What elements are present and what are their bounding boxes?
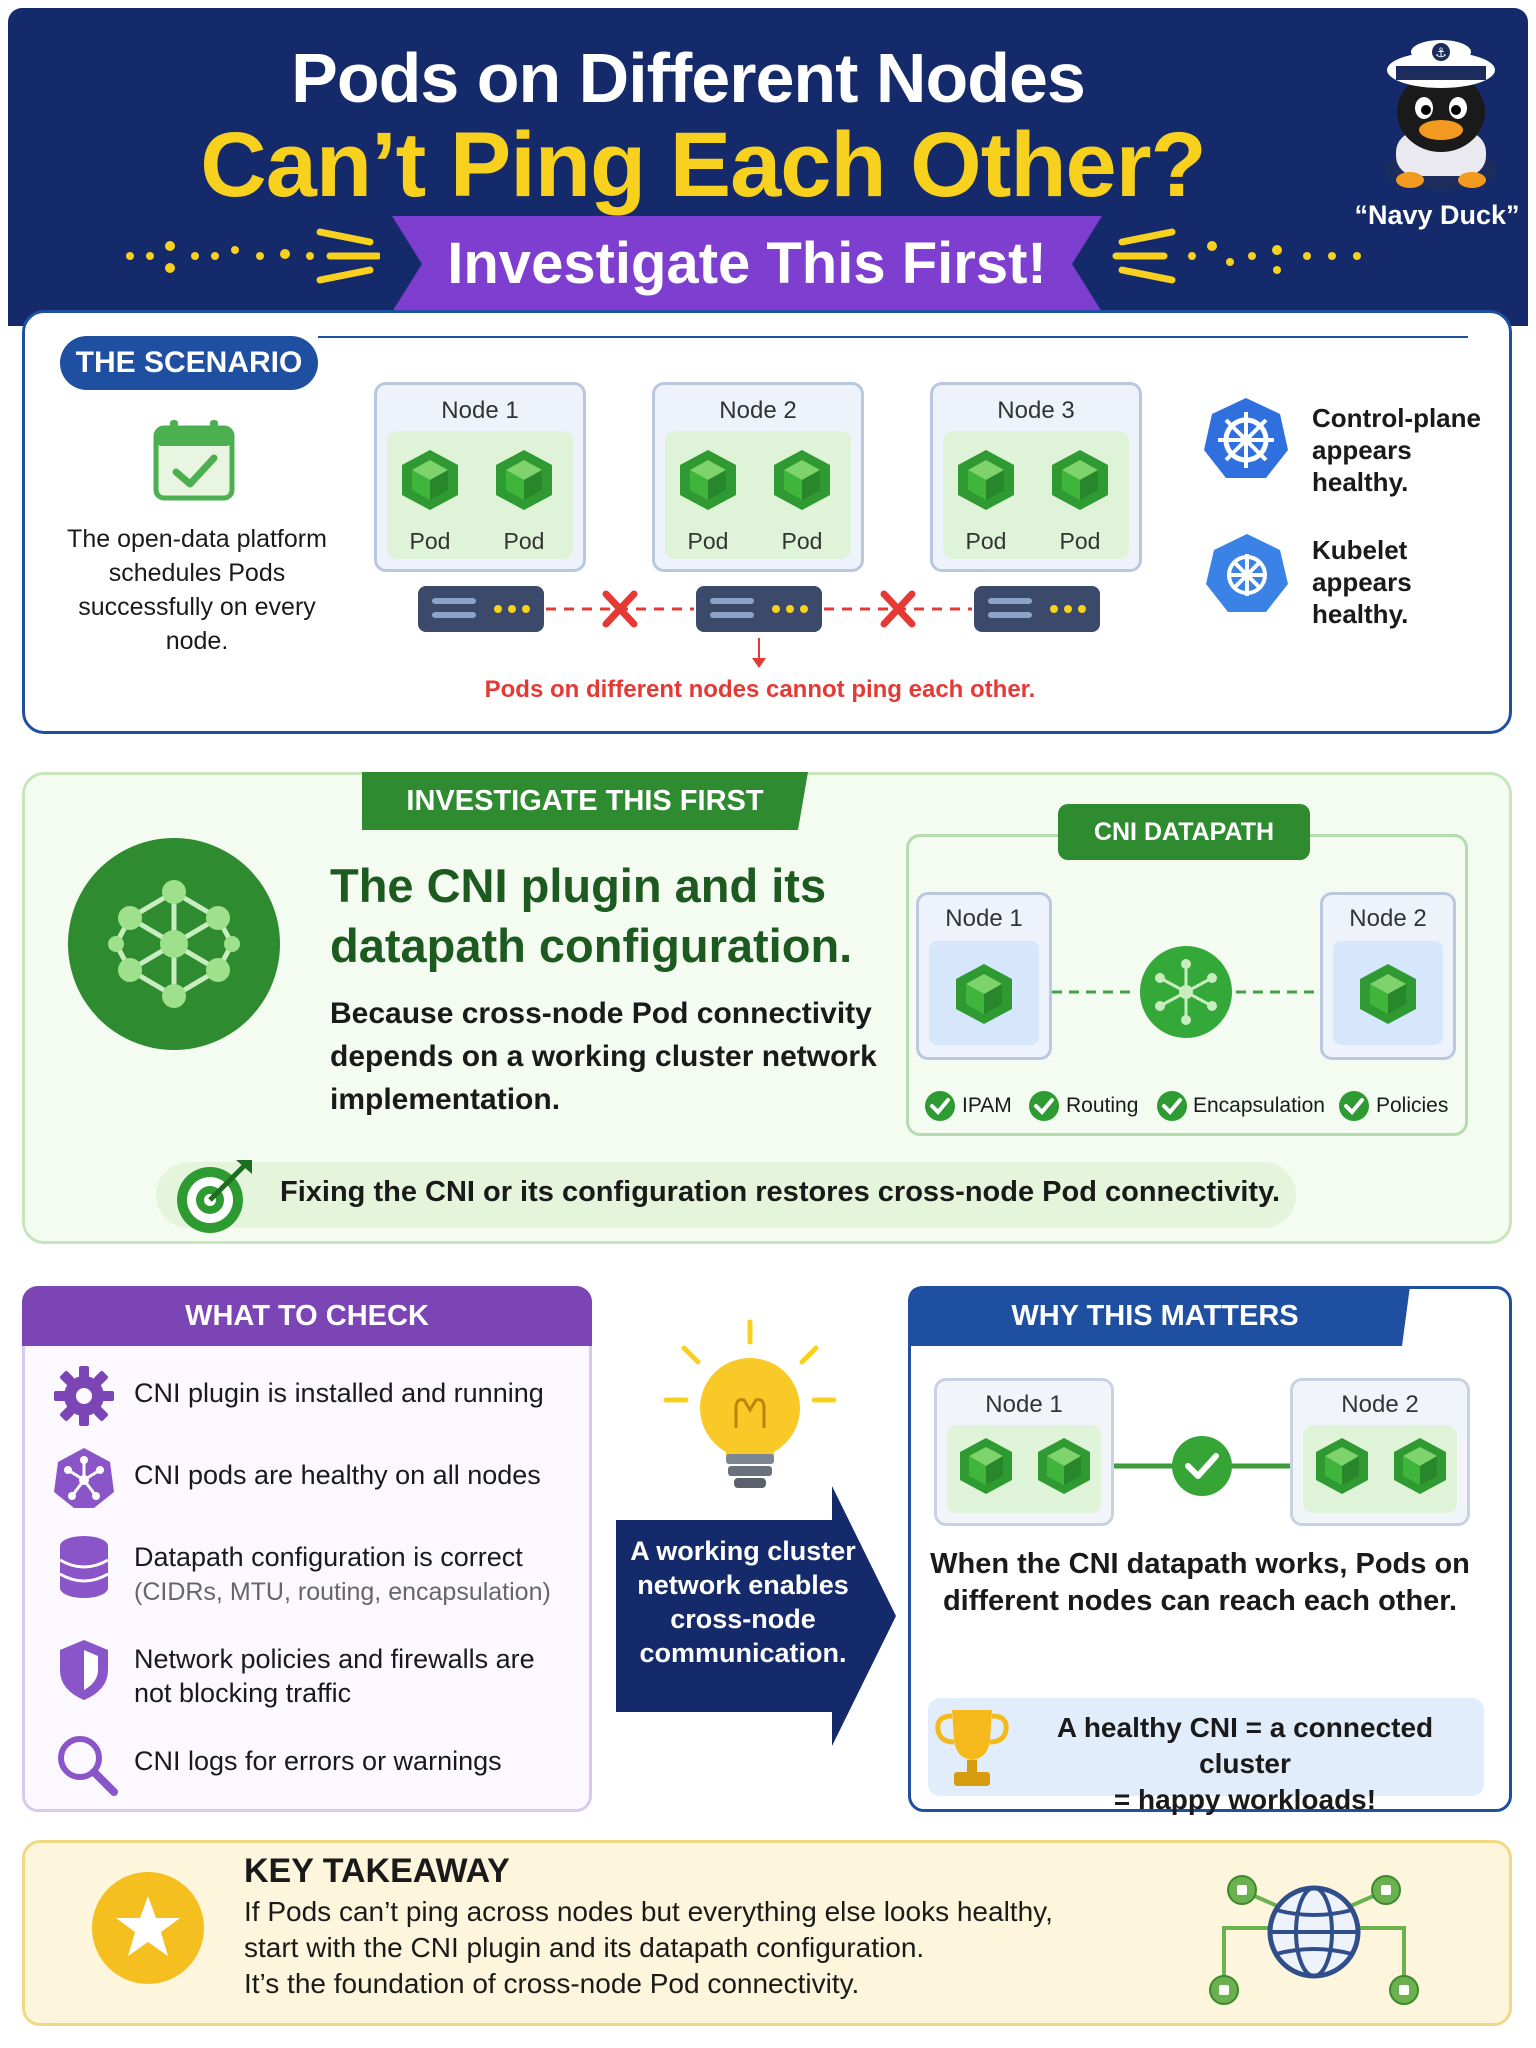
node-label: Node 2 (1349, 905, 1427, 932)
datapath-check-policies: Policies (1376, 1094, 1449, 1117)
pod-label: Pod (409, 528, 451, 554)
pod-cube-icon (494, 448, 554, 512)
takeaway-line2: start with the CNI plugin and its datapath configuration. (244, 1932, 925, 1963)
cni-title: The CNI plugin and its datapath configuration. (330, 859, 853, 972)
cni-network-icon (66, 836, 282, 1052)
svg-text:⚓: ⚓ (1435, 46, 1447, 61)
node-label: Node 1 (945, 905, 1023, 932)
kubelet-icon (1206, 532, 1288, 614)
check-item-3-sub: (CIDRs, MTU, routing, encapsulation) (134, 1578, 551, 1606)
mascot-name: “Navy Duck” (1354, 200, 1520, 230)
scenario-caption: Pods on different nodes cannot ping each other. (484, 676, 1036, 703)
pod-cube-icon (1036, 1436, 1092, 1496)
datapath-check-routing: Routing (1066, 1094, 1139, 1117)
sparkle-right-icon (1112, 216, 1372, 296)
pod-cube-icon (772, 448, 832, 512)
check-item-4: Network policies and firewalls are not blocking traffic (134, 1644, 535, 1708)
ribbon-text: Investigate This First! (447, 231, 1047, 296)
node-label: Node 3 (997, 397, 1075, 424)
arrow-callout-text: A working cluster network enables cross-node communication. (630, 1536, 856, 1668)
check-item-1: CNI plugin is installed and running (134, 1378, 544, 1408)
fix-text: Fixing the CNI or its configuration restores cross-node Pod connectivity. (280, 1176, 1281, 1208)
check-item-2: CNI pods are healthy on all nodes (134, 1460, 541, 1490)
cni-description: Because cross-node Pod connectivity depends on a working cluster network implementation. (330, 997, 877, 1116)
datapath-check-ipam: IPAM (962, 1094, 1012, 1117)
ribbon-banner (392, 216, 1102, 312)
magnifier-icon (54, 1732, 118, 1796)
pod-cube-icon (678, 448, 738, 512)
check-circle-icon (924, 1090, 956, 1122)
sparkle-left-icon (120, 216, 380, 296)
calendar-check-icon (152, 418, 236, 502)
investigate-tab: INVESTIGATE THIS FIRST (406, 785, 764, 817)
takeaway-title: KEY TAKEAWAY (244, 1852, 510, 1890)
cni-hub-icon (1052, 944, 1320, 1040)
pod-label: Pod (781, 528, 823, 554)
check-item-3: Datapath configuration is correct (134, 1542, 523, 1572)
navy-duck-mascot-icon (1366, 22, 1516, 192)
star-badge-icon (90, 1870, 206, 1986)
title-line1: Pods on Different Nodes (291, 39, 1085, 117)
pod-cube-icon (1392, 1436, 1448, 1496)
datapath-tab: CNI DATAPATH (1058, 804, 1310, 860)
trophy-icon (934, 1706, 1010, 1790)
pod-label: Pod (503, 528, 545, 554)
healthy-line1: A healthy CNI = a connected cluster (1056, 1712, 1434, 1779)
healthy-line2: = happy workloads! (1113, 1784, 1377, 1815)
pod-cube-icon (1314, 1436, 1370, 1496)
check-circle-icon (1028, 1090, 1060, 1122)
connected-check-icon (1114, 1434, 1290, 1498)
network-icon (52, 1446, 116, 1510)
healthy-text (1010, 1710, 1480, 1818)
check-circle-icon (1156, 1090, 1188, 1122)
lightbulb-icon (660, 1318, 840, 1498)
node-label: Node 2 (1341, 1391, 1419, 1418)
what-to-check-header: WHAT TO CHECK (22, 1286, 592, 1346)
title-line2: Can’t Ping Each Other? (200, 114, 1206, 216)
scenario-description: The open-data platform schedules Pods successfully on every node. (67, 525, 327, 655)
control-plane-note: Control-plane appears healthy. (1312, 403, 1481, 497)
gear-icon (52, 1364, 116, 1428)
node-label: Node 2 (719, 397, 797, 424)
pod-cube-icon (1358, 962, 1418, 1026)
helm-wheel-icon (1204, 396, 1288, 480)
check-item-5: CNI logs for errors or warnings (134, 1746, 502, 1776)
pod-label: Pod (965, 528, 1007, 554)
broken-network-link-icon (416, 584, 1106, 674)
database-icon (56, 1534, 112, 1600)
shield-icon (56, 1638, 112, 1702)
pod-cube-icon (956, 448, 1016, 512)
datapath-check-encapsulation: Encapsulation (1193, 1094, 1325, 1117)
scenario-divider (318, 336, 1468, 338)
pod-label: Pod (687, 528, 729, 554)
globe-network-icon (1194, 1858, 1434, 2008)
pod-label: Pod (1059, 528, 1101, 554)
pod-cube-icon (400, 448, 460, 512)
check-circle-icon (1338, 1090, 1370, 1122)
target-icon (172, 1156, 256, 1236)
node-label: Node 1 (985, 1391, 1063, 1418)
pod-cube-icon (954, 962, 1014, 1026)
node-label: Node 1 (441, 397, 519, 424)
kubelet-note: Kubelet appears healthy. (1312, 535, 1412, 629)
scenario-pill: THE SCENARIO (60, 336, 318, 390)
why-text: When the CNI datapath works, Pods on different nodes can reach each other. (930, 1548, 1470, 1617)
takeaway-line1: If Pods can’t ping across nodes but everything else looks healthy, (244, 1896, 1053, 1927)
takeaway-line3: It’s the foundation of cross-node Pod connectivity. (244, 1968, 860, 1999)
pod-cube-icon (1050, 448, 1110, 512)
why-header: WHY THIS MATTERS (1011, 1300, 1299, 1332)
pod-cube-icon (958, 1436, 1014, 1496)
